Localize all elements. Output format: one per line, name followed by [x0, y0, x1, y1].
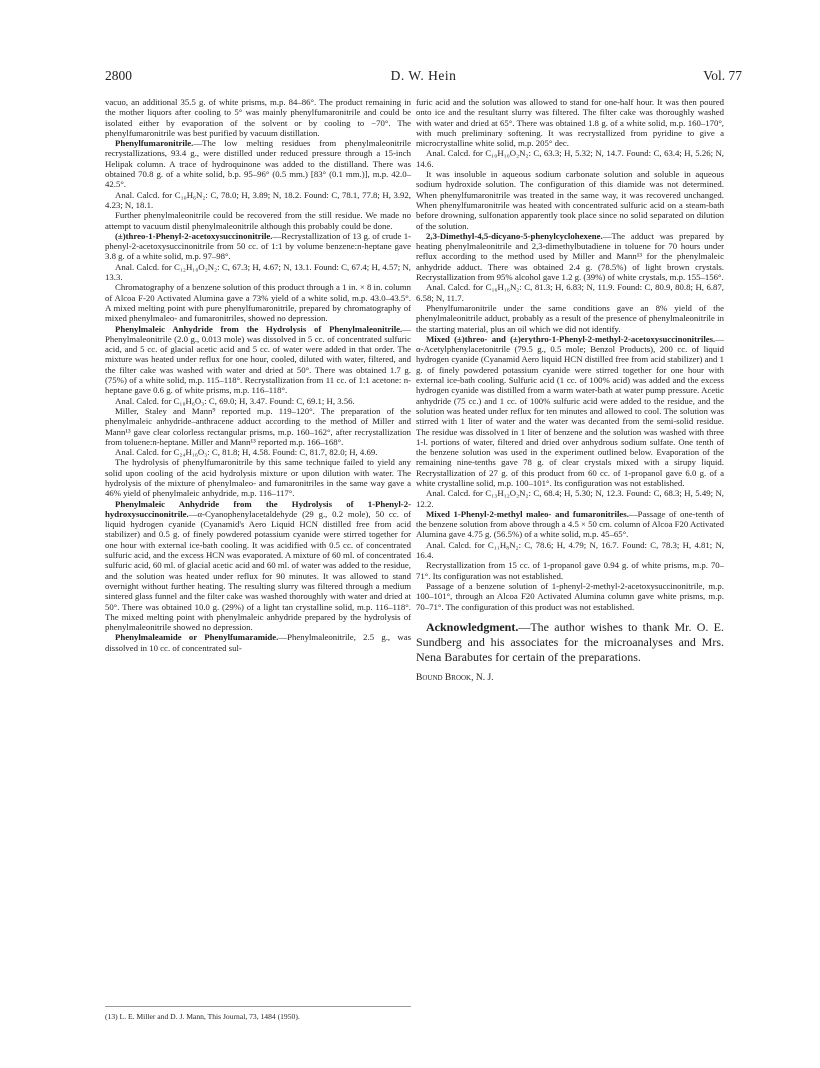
section-heading: (±)threo-1-Phenyl-2-acetoxysuccinonitrile.	[115, 230, 273, 241]
paragraph	[105, 457, 411, 498]
footnote-text: (13) L. E. Miller and D. J. Mann, This Journal, 73, 1484 (1950).	[105, 1012, 300, 1021]
paragraph	[416, 540, 724, 561]
acknowledgment-heading: Acknowledgment.	[426, 619, 519, 634]
volume-label: Vol. 77	[703, 68, 742, 83]
paragraph	[105, 396, 411, 406]
paragraph-text: Phenylfumaronitrile under the same conditions gave an 8% yield of the phenylmaleonitrile adduct, probably as a result of the presence of phenylmaleonitrile in the starting material, plus an oil which we did not identify.	[416, 302, 724, 334]
paragraph	[105, 632, 411, 653]
running-title-author: D. W. Hein	[390, 68, 457, 83]
paragraph	[416, 169, 724, 231]
paragraph-text: —The low melting residues from phenylmaleonitrile recrystallizations, 93.4 g., were distilled under reduced pressure through a 15-inch Helipak column. A trace of hydroquinone was added to the distilland. There was obtained 70.8 g. of a white solid, b.p. 95–96° (0.5 mm.) [83° (0.1 mm.)], m.p. 42.0–42.5°.	[105, 138, 411, 190]
page-header	[105, 68, 742, 86]
paragraph-text: —Phenylmaleonitrile, 2.5 g., was dissolved in 10 cc. of concentrated sul-	[105, 632, 411, 653]
left-column	[105, 97, 411, 653]
acknowledgment-paragraph	[416, 620, 724, 665]
paragraph-text: —α-Cyanophenylacetaldehyde (29 g., 0.2 mole), 50 cc. of liquid hydrogen cyanide (Cyanamid's Aero Liquid HCN distilled free from acid stabilizer) and 0.5 g. of finely powdered potassium cyanide were stirred together for one hour with external ice-bath cooling. It was acidified with 0.5 cc. of concentrated sulfuric acid, and the excess HCN was evaporated. A mixture of 60 ml. of concentrated sulfuric acid, 60 ml. of glacial acetic acid and 60 ml. of water was added to the residue, and the solution was heated under reflux for 90 minutes. It was allowed to stand overnight without further heating. The resulting slurry was filtered through a medium sintered glass funnel and the filter cake was washed thoroughly with water and dried at 50°. There was obtained 10.0 g. (29%) of a light tan crystalline solid, m.p. 116–118°. The mixed melting point with phenylmaleic anhydride prepared by the hydrolysis of phenylmaleonitrile showed no depression.	[105, 508, 411, 633]
paragraph-text: Recrystallization from 15 cc. of 1-propanol gave 0.94 g. of white prisms, m.p. 70–71°. Its configuration was not established.	[416, 560, 724, 581]
paragraph-text: Anal. Calcd. for C₁₀H₁₀O₂N₂: C, 63.3; H, 5.32; N, 14.7. Found: C, 63.4; H, 5.26; N, 14.6.	[416, 148, 724, 169]
paragraph	[105, 282, 411, 323]
paragraph	[416, 581, 724, 612]
paragraph-text: —Recrystallization of 13 g. of crude 1-phenyl-2-acetoxysuccinonitrile from 50 cc. of 1:1 by volume benzene:n-heptane gave 3.8 g. of a white solid, m.p. 97–98°.	[105, 230, 411, 262]
page-number: 2800	[105, 68, 132, 83]
paragraph	[416, 282, 724, 303]
paragraph	[416, 560, 724, 581]
right-column	[416, 97, 724, 683]
paragraph-text: Anal. Calcd. for C₁₀H₆O₃: C, 69.0; H, 3.47. Found: C, 69.1; H, 3.56.	[115, 395, 355, 406]
paragraph	[105, 447, 411, 457]
paragraph-text: The hydrolysis of phenylfumaronitrile by this same technique failed to yield any solid upon cooling of the acid hydrolysis mixture or upon dilution with water. The hydrolysis of the mixture of phenylmaleo- and fumaronitriles in the same way gave a 46% yield of phenylmaleic anhydride, m.p. 116–117°.	[105, 457, 411, 499]
paragraph	[105, 499, 411, 633]
section-heading: Mixed 1-Phenyl-2-methyl maleo- and fumaronitriles.	[426, 508, 629, 519]
section-heading: Phenylmaleic Anhydride from the Hydrolysis of Phenylmaleonitrile.	[115, 323, 403, 334]
place-line: Bound Brook, N. J.	[416, 672, 494, 683]
section-heading: Phenylmaleic Anhydride from the Hydrolysis of 1-Phenyl-2-hydroxysuccinonitrile.	[105, 498, 411, 519]
paragraph-text: —Passage of one-tenth of the benzene solution from above through a 4.5 × 50 cm. column of Alcoa F20 Activated Alumina gave 4.75 g. (56.5%) of a white solid, m.p. 45–65°.	[416, 508, 724, 540]
paragraph-text: furic acid and the solution was allowed to stand for one-half hour. It was then poured onto ice and the resultant slurry was filtered. The filter cake was thoroughly washed with water and dried at 65°. There was obtained 1.8 g. of a white solid, m.p. 160–170°, with much preliminary softening. It was recrystallized from pyridine to give a microcrystalline white solid, m.p. 205° dec.	[416, 97, 724, 149]
paragraph-text: Further phenylmaleonitrile could be recovered from the still residue. We made no attempt to vacuum distil phenylmaleonitrile although this probably could be done.	[105, 210, 411, 231]
paragraph	[416, 509, 724, 540]
paragraph-text: —Phenylmaleonitrile (2.0 g., 0.013 mole) was dissolved in 5 cc. of concentrated sulfuric acid, and 5 cc. of glacial acetic acid and 5 cc. of water were added in that order. The mixture was heated under reflux for one hour, cooled, diluted with water, filtered, and the filter cake was washed with water and dried at 50°. There was obtained 1.7 g. (75%) of a white solid, m.p. 115–118°. Recrystallization from 11 cc. of 1:1 acetone: n-heptane gave 0.6 g. of white prisms, m.p. 116–118°.	[105, 323, 411, 396]
paragraph	[105, 97, 411, 138]
section-heading: Phenylfumaronitrile.	[115, 138, 194, 149]
paragraph	[105, 138, 411, 189]
paragraph-text: vacuo, an additional 35.5 g. of white prisms, m.p. 84–86°. The product remaining in the mother liquors after cooling to 5° was mainly phenylfumaronitrile and could be isolated either by evaporation of the solvent or by cooling to −70°. The phenylfumaronitrile was best purified by vacuum distillation.	[105, 97, 411, 138]
right-column-body	[416, 97, 724, 612]
section-heading: Phenylmaleamide or Phenylfumaramide.	[115, 632, 279, 643]
acknowledgment-text: —The author wishes to thank Mr. O. E. Sundberg and his associates for the microanalyses and Mrs. Nena Barabutes for certain of the preparations.	[416, 619, 724, 664]
paragraph	[416, 334, 724, 488]
paragraph	[416, 148, 724, 169]
paragraph-text: Anal. Calcd. for C₂₄H₁₆O₃: C, 81.8; H, 4.58. Found: C, 81.7, 82.0; H, 4.69.	[115, 447, 378, 458]
paragraph	[105, 406, 411, 447]
paragraph-text: Anal. Calcd. for C₁₀H₆N₂: C, 78.0; H, 3.89; N, 18.2. Found: C, 78.1, 77.8; H, 3.92, 4.23; N, 18.1.	[105, 189, 411, 210]
paragraph-text: —α-Acetylphenylacetonitrile (79.5 g., 0.5 mole; Benzol Products), 200 cc. of liquid hydrogen cyanide (Cyanamid Aero liquid HCN distilled free from acid stabilizer) and 1 g. of finely powdered potassium cyanide were stirred together for one hour with external ice-bath cooling. Sulfuric acid (1 cc. of 100% acid) was added and the excess hydrogen cyanide was distilled from a warm water-bath at water pump pressure. Acetic anhydride (75 cc.) and 1 cc. of 100% sulfuric acid were added to the residue, and the solution was heated under reflux for ten minutes and allowed to cool. The solution was stirred with 1 liter of water and the water was decanted from the semi-solid residue. The residue was dissolved in 1 liter of benzene and the solution was washed with three 1-l. portions of water, filtered and dried over anhydrous sodium sulfate. One tenth of the benzene solution was used in the experiment outlined below. Evaporation of the remaining nine-tenths gave 78 g. of clear crystals mixed with a sirupy liquid. Recrystallization of 27 g. of this product from 60 cc. of 1-propanol gave 6.0 g. of a white crystalline solid, m.p. 100–101°. Its configuration was not established.	[416, 333, 724, 488]
paragraph	[416, 303, 724, 334]
paragraph	[105, 190, 411, 211]
paragraph	[105, 262, 411, 283]
paragraph-text: Miller, Staley and Mann⁹ reported m.p. 119–120°. The preparation of the phenylmaleic anhydride–anthracene adduct according to the method of Miller and Mann¹³ gave clear colorless rectangular prisms, m.p. 160–162°, after recrystallization from toluene:n-heptane. Miller and Mann¹³ reported m.p. 166–168°.	[105, 405, 411, 447]
paragraph-text: —The adduct was prepared by heating phenylmaleonitrile and 2,3-dimethylbutadiene in toluene for 70 hours under reflux according to the method used by Miller and Mann¹³ for the phenylmaleic anhydride adduct. There was obtained 2.4 g. (78.5%) of light brown crystals. Recrystallization from 95% alcohol gave 1.2 g. (39%) of white crystals, m.p. 155–156°.	[416, 230, 724, 283]
paragraph	[416, 97, 724, 148]
paragraph	[105, 324, 411, 396]
paragraph-text: Anal. Calcd. for C₁₁H₈N₂: C, 78.6; H, 4.79; N, 16.7. Found: C, 78.3; H, 4.81; N, 16.4.	[416, 539, 724, 561]
paragraph	[416, 231, 724, 282]
footnote	[105, 1012, 411, 1021]
paragraph	[416, 488, 724, 509]
paragraph	[105, 231, 411, 262]
paragraph-text: Anal. Calcd. for C₁₆H₁₆N₂: C, 81.3; H, 6.83; N, 11.9. Found: C, 80.9, 80.8; H, 6.87, 6.58; N, 11.7.	[416, 282, 724, 303]
paragraph-text: Anal. Calcd. for C₁₂H₁₀O₂N₂: C, 67.3; H, 4.67; N, 13.1. Found: C, 67.4; H, 4.57; N, 13.3.	[105, 261, 411, 283]
paragraph-text: It was insoluble in aqueous sodium carbonate solution and soluble in aqueous sodium hydroxide solution. The configuration of this diamide was not determined. When phenylfumaronitrile was treated in the same way, it was recovered unchanged. When phenylfumaronitrile was heated with concentrated sulfuric acid on a steam-bath before drowning, sulfonation apparently took place since no solid separated on dilution of the solution.	[416, 169, 724, 231]
footnote-rule	[105, 1006, 411, 1007]
paragraph	[105, 210, 411, 231]
paragraph-text: Chromatography of a benzene solution of this product through a 1 in. × 8 in. column of Alcoa F-20 Activated Alumina gave a 73% yield of a white solid, m.p. 43.0–43.5°. A mixed melting point with pure phenylfumaronitrile, prepared by chromatography of mixed phenylmaleo- and fumaronitriles, showed no depression.	[105, 282, 411, 324]
section-heading: 2,3-Dimethyl-4,5-dicyano-5-phenylcyclohexene.	[426, 230, 603, 241]
paragraph-text: Anal. Calcd. for C₁₃H₁₂O₂N₂: C, 68.4; H, 5.30; N, 12.3. Found: C, 68.3; H, 5.49; N, 12.2.	[416, 488, 724, 509]
section-heading: Mixed (±)threo- and (±)erythro-1-Phenyl-2-methyl-2-acetoxysuccinonitriles.	[426, 333, 716, 344]
paragraph-text: Passage of a benzene solution of 1-phenyl-2-methyl-2-acetoxysuccinonitrile, m.p. 100–101°, through an Alcoa F20 Activated Alumina column gave white prisms, m.p. 70–71°. The configuration of this product was not established.	[416, 580, 724, 612]
